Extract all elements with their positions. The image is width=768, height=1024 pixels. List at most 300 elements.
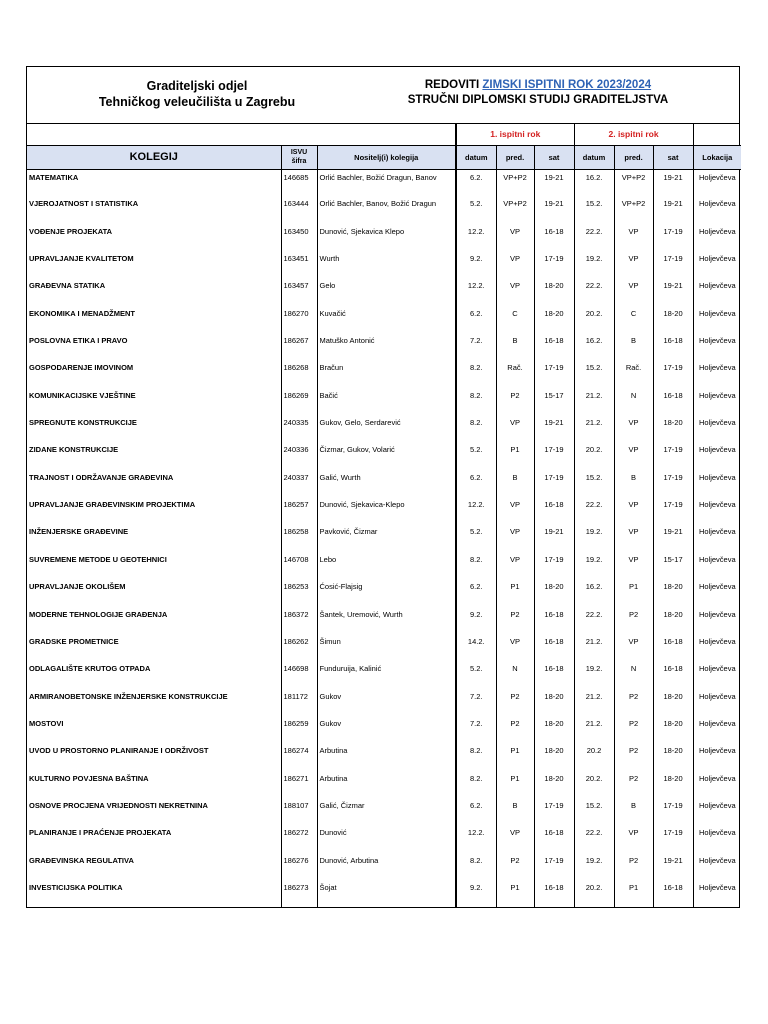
location: Holjevčeva (693, 880, 741, 907)
term1-time: 16-18 (534, 825, 574, 852)
course-holders: Šimun (317, 634, 456, 661)
course-name: GOSPODARENJE IMOVINOM (29, 363, 134, 373)
isvu-code: 186253 (281, 579, 317, 606)
table-row (27, 278, 741, 305)
term2-date: 16.2. (574, 579, 614, 606)
location: Holjevčeva (693, 470, 741, 497)
term2-room: VP (614, 278, 653, 305)
table-row (27, 689, 741, 716)
isvu-code: 186271 (281, 771, 317, 798)
term1-room: Rač. (496, 360, 534, 387)
term2-time: 18-20 (653, 607, 693, 634)
schedule-rows (27, 169, 741, 907)
term2-time: 16-18 (653, 880, 693, 907)
course-name: MATEMATIKA (29, 172, 79, 182)
col-date-1: datum (456, 145, 496, 169)
table-row (27, 579, 741, 606)
col-holders: Nositelj(i) kolegija (317, 145, 456, 169)
location: Holjevčeva (693, 169, 741, 196)
table-row (27, 360, 741, 387)
term1-date: 5.2. (456, 661, 496, 688)
isvu-code: 186258 (281, 524, 317, 551)
term1-room: P1 (496, 579, 534, 606)
table-row (27, 798, 741, 825)
term1-room: P2 (496, 689, 534, 716)
table-row (27, 552, 741, 579)
location: Holjevčeva (693, 196, 741, 223)
term2-date: 21.2. (574, 689, 614, 716)
isvu-code: 186269 (281, 388, 317, 415)
term2-date: 22.2. (574, 278, 614, 305)
term2-time: 18-20 (653, 716, 693, 743)
term1-time: 16-18 (534, 224, 574, 251)
course-holders: Galić, Wurth (317, 470, 456, 497)
term1-date: 6.2. (456, 798, 496, 825)
table-row (27, 415, 741, 442)
table-row (27, 524, 741, 551)
course-holders: Dunović (317, 825, 456, 852)
course-name: OSNOVE PROCJENA VRIJEDNOSTI NEKRETNINA (29, 800, 208, 810)
course-holders: Dunović, Sjekavica-Klepo (317, 497, 456, 524)
isvu-code: 186259 (281, 716, 317, 743)
term2-date: 20.2. (574, 442, 614, 469)
term1-room: VP (496, 634, 534, 661)
term1-date: 5.2. (456, 196, 496, 223)
table-row (27, 196, 741, 223)
col-pred-1: pred. (496, 145, 534, 169)
term1-time: 19-21 (534, 524, 574, 551)
term2-date: 21.2. (574, 716, 614, 743)
isvu-code: 188107 (281, 798, 317, 825)
term1-room: VP+P2 (496, 196, 534, 223)
term1-time: 17-19 (534, 442, 574, 469)
isvu-code: 240336 (281, 442, 317, 469)
table-row (27, 880, 741, 907)
term2-date: 19.2. (574, 552, 614, 579)
location: Holjevčeva (693, 251, 741, 278)
term2-time: 18-20 (653, 415, 693, 442)
course-name: SPREGNUTE KONSTRUKCIJE (29, 418, 137, 428)
term2-time: 17-19 (653, 224, 693, 251)
term1-room: VP (496, 825, 534, 852)
term1-date: 8.2. (456, 771, 496, 798)
term1-date: 9.2. (456, 880, 496, 907)
course-holders: Arbutina (317, 771, 456, 798)
location: Holjevčeva (693, 771, 741, 798)
table-row (27, 442, 741, 469)
term2-time: 17-19 (653, 798, 693, 825)
term1-date: 7.2. (456, 716, 496, 743)
course-name: UPRAVLJANJE KVALITETOM (29, 254, 134, 264)
term2-room: VP (614, 251, 653, 278)
location: Holjevčeva (693, 689, 741, 716)
term1-date: 8.2. (456, 360, 496, 387)
term2-room: P2 (614, 771, 653, 798)
course-name: VOĐENJE PROJEKATA (29, 226, 113, 236)
term1-date: 8.2. (456, 415, 496, 442)
course-holders: Gukov (317, 689, 456, 716)
course-name: EKONOMIKA I MENADŽMENT (29, 308, 135, 318)
isvu-code: 186272 (281, 825, 317, 852)
col-course: KOLEGIJ (27, 145, 281, 169)
table-row (27, 634, 741, 661)
term1-time: 18-20 (534, 743, 574, 770)
term2-time: 19-21 (653, 524, 693, 551)
term1-room: P1 (496, 880, 534, 907)
term2-time: 18-20 (653, 743, 693, 770)
location: Holjevčeva (693, 743, 741, 770)
term1-time: 16-18 (534, 880, 574, 907)
location: Holjevčeva (693, 798, 741, 825)
term1-date: 14.2. (456, 634, 496, 661)
table-row (27, 251, 741, 278)
isvu-code: 186276 (281, 853, 317, 880)
course-holders: Orlić Bachler, Banov, Božić Dragun (317, 196, 456, 223)
location: Holjevčeva (693, 224, 741, 251)
location: Holjevčeva (693, 716, 741, 743)
term2-room: VP (614, 825, 653, 852)
term1-time: 16-18 (534, 497, 574, 524)
term2-time: 17-19 (653, 360, 693, 387)
term1-room: B (496, 333, 534, 360)
term1-room: VP (496, 251, 534, 278)
term1-date: 7.2. (456, 333, 496, 360)
isvu-code: 186257 (281, 497, 317, 524)
term2-date: 20.2. (574, 306, 614, 333)
term2-room: VP+P2 (614, 196, 653, 223)
term2-date: 15.2. (574, 798, 614, 825)
term1-date: 8.2. (456, 388, 496, 415)
term1-room: P1 (496, 771, 534, 798)
programme-title (367, 78, 709, 108)
term1-room: VP (496, 552, 534, 579)
term1-time: 18-20 (534, 716, 574, 743)
isvu-code: 163450 (281, 224, 317, 251)
term1-time: 17-19 (534, 552, 574, 579)
course-name: INVESTICIJSKA POLITIKA (29, 882, 123, 892)
term1-room: VP (496, 524, 534, 551)
course-holders: Funduruija, Kalinić (317, 661, 456, 688)
term1-time: 17-19 (534, 470, 574, 497)
course-name: GRAĐEVNA STATIKA (29, 281, 106, 291)
term1-time: 19-21 (534, 415, 574, 442)
term2-time: 18-20 (653, 771, 693, 798)
term1-room: VP (496, 415, 534, 442)
course-name: KULTURNO POVJESNA BAŠTINA (29, 773, 149, 783)
table-row (27, 825, 741, 852)
term2-time: 17-19 (653, 825, 693, 852)
term1-room: VP (496, 278, 534, 305)
term2-room: N (614, 388, 653, 415)
term2-date: 19.2. (574, 524, 614, 551)
term2-time: 16-18 (653, 333, 693, 360)
course-name: GRAĐEVINSKA REGULATIVA (29, 855, 134, 865)
course-name: ARMIRANOBETONSKE INŽENJERSKE KONSTRUKCIJE (29, 691, 228, 701)
exam-term-link[interactable]: ZIMSKI ISPITNI ROK 2023/2024 (482, 79, 652, 91)
location: Holjevčeva (693, 442, 741, 469)
term2-time: 19-21 (653, 853, 693, 880)
table-row (27, 743, 741, 770)
term1-room: N (496, 661, 534, 688)
term2-date: 19.2. (574, 251, 614, 278)
term2-room: B (614, 470, 653, 497)
term2-date: 20.2. (574, 880, 614, 907)
table-row (27, 388, 741, 415)
term2-room: B (614, 333, 653, 360)
col-time-2: sat (653, 145, 693, 169)
course-name: TRAJNOST I ODRŽAVANJE GRAĐEVINA (29, 472, 174, 482)
term1-time: 19-21 (534, 169, 574, 196)
term1-room: B (496, 470, 534, 497)
term2-date: 22.2. (574, 224, 614, 251)
term2-time: 16-18 (653, 634, 693, 661)
course-holders: Gukov (317, 716, 456, 743)
term1-time: 16-18 (534, 607, 574, 634)
term1-date: 6.2. (456, 579, 496, 606)
col-location: Lokacija (693, 145, 741, 169)
course-holders: Bačić (317, 388, 456, 415)
term2-room: VP (614, 634, 653, 661)
term2-time: 18-20 (653, 689, 693, 716)
location: Holjevčeva (693, 278, 741, 305)
course-holders: Ćosić-Flajsig (317, 579, 456, 606)
term1-date: 12.2. (456, 278, 496, 305)
course-holders: Orlić Bachler, Božić Dragun, Banov (317, 169, 456, 196)
term2-date: 15.2. (574, 360, 614, 387)
col-date-2: datum (574, 145, 614, 169)
isvu-code: 146698 (281, 661, 317, 688)
col-isvu-line2: šifra (291, 158, 307, 165)
course-name: PLANIRANJE I PRAĆENJE PROJEKATA (29, 828, 172, 838)
term2-date: 16.2. (574, 333, 614, 360)
term1-date: 6.2. (456, 470, 496, 497)
term1-time: 18-20 (534, 689, 574, 716)
term1-time: 18-20 (534, 306, 574, 333)
term2-date: 20.2. (574, 771, 614, 798)
term2-date: 16.2. (574, 169, 614, 196)
term1-time: 16-18 (534, 634, 574, 661)
location: Holjevčeva (693, 552, 741, 579)
term1-time: 17-19 (534, 360, 574, 387)
term1-time: 19-21 (534, 196, 574, 223)
term1-date: 12.2. (456, 224, 496, 251)
term2-room: VP (614, 524, 653, 551)
isvu-code: 163457 (281, 278, 317, 305)
institution-line-1: Graditeljski odjel (146, 79, 248, 93)
table-row (27, 853, 741, 880)
term1-time: 17-19 (534, 798, 574, 825)
table-row (27, 306, 741, 333)
term2-date: 20.2 (574, 743, 614, 770)
course-name: ODLAGALIŠTE KRUTOG OTPADA (29, 664, 151, 674)
term1-time: 18-20 (534, 771, 574, 798)
term2-time: 18-20 (653, 579, 693, 606)
isvu-code: 186270 (281, 306, 317, 333)
term2-time: 17-19 (653, 470, 693, 497)
course-holders: Pavković, Čizmar (317, 524, 456, 551)
term2-time: 17-19 (653, 442, 693, 469)
table-row (27, 224, 741, 251)
isvu-code: 186267 (281, 333, 317, 360)
course-holders: Čizmar, Gukov, Volarić (317, 442, 456, 469)
second-term-label: 2. ispitni rok (574, 124, 693, 145)
course-name: VJEROJATNOST I STATISTIKA (29, 199, 139, 209)
term1-room: P2 (496, 607, 534, 634)
location: Holjevčeva (693, 497, 741, 524)
term2-time: 19-21 (653, 278, 693, 305)
term2-room: VP (614, 497, 653, 524)
course-holders: Dunović, Sjekavica Klepo (317, 224, 456, 251)
course-holders: Lebo (317, 552, 456, 579)
term2-time: 17-19 (653, 251, 693, 278)
term1-date: 5.2. (456, 524, 496, 551)
course-name: UPRAVLJANJE GRAĐEVINSKIM PROJEKTIMA (29, 500, 196, 510)
term1-date: 12.2. (456, 825, 496, 852)
location: Holjevčeva (693, 333, 741, 360)
isvu-code: 181172 (281, 689, 317, 716)
term2-time: 16-18 (653, 661, 693, 688)
term1-room: VP (496, 497, 534, 524)
location: Holjevčeva (693, 661, 741, 688)
term1-date: 8.2. (456, 552, 496, 579)
course-holders: Wurth (317, 251, 456, 278)
term2-room: P1 (614, 579, 653, 606)
term1-room: P2 (496, 853, 534, 880)
term2-room: C (614, 306, 653, 333)
table-row (27, 470, 741, 497)
location: Holjevčeva (693, 634, 741, 661)
term1-date: 12.2. (456, 497, 496, 524)
term2-room: Rač. (614, 360, 653, 387)
table-row (27, 661, 741, 688)
isvu-code: 240335 (281, 415, 317, 442)
term1-time: 18-20 (534, 278, 574, 305)
course-holders: Gukov, Gelo, Serdarević (317, 415, 456, 442)
isvu-code: 146708 (281, 552, 317, 579)
location: Holjevčeva (693, 360, 741, 387)
term1-room: C (496, 306, 534, 333)
sheet-header (27, 67, 739, 124)
isvu-code: 146685 (281, 169, 317, 196)
term2-time: 19-21 (653, 169, 693, 196)
term1-time: 15-17 (534, 388, 574, 415)
course-name: UPRAVLJANJE OKOLIŠEM (29, 582, 126, 592)
term1-room: VP+P2 (496, 169, 534, 196)
term1-time: 17-19 (534, 251, 574, 278)
term1-date: 9.2. (456, 607, 496, 634)
institution-line-2: Tehničkog veleučilišta u Zagrebu (98, 95, 296, 109)
term1-date: 6.2. (456, 306, 496, 333)
term2-room: B (614, 798, 653, 825)
term2-room: P2 (614, 853, 653, 880)
col-isvu (281, 145, 317, 169)
term1-date: 5.2. (456, 442, 496, 469)
location: Holjevčeva (693, 388, 741, 415)
exam-schedule-sheet (26, 66, 740, 908)
course-name: MODERNE TEHNOLOGIJE GRAĐENJA (29, 609, 168, 619)
term2-date: 22.2. (574, 607, 614, 634)
table-row (27, 607, 741, 634)
course-holders: Gelo (317, 278, 456, 305)
term2-date: 19.2. (574, 853, 614, 880)
term2-room: P2 (614, 716, 653, 743)
location: Holjevčeva (693, 607, 741, 634)
term2-date: 22.2. (574, 825, 614, 852)
column-header-row (27, 145, 741, 169)
term2-time: 16-18 (653, 388, 693, 415)
term2-time: 18-20 (653, 306, 693, 333)
course-holders: Bračun (317, 360, 456, 387)
term2-room: P1 (614, 880, 653, 907)
course-holders: Dunović, Arbutina (317, 853, 456, 880)
course-holders: Matuško Antonić (317, 333, 456, 360)
programme-line-2: STRUČNI DIPLOMSKI STUDIJ GRADITELJSTVA (407, 94, 669, 106)
col-time-1: sat (534, 145, 574, 169)
course-name: UVOD U PROSTORNO PLANIRANJE I ODRŽIVOST (29, 746, 209, 756)
term1-room: P1 (496, 442, 534, 469)
term1-time: 16-18 (534, 333, 574, 360)
table-row (27, 333, 741, 360)
term2-time: 19-21 (653, 196, 693, 223)
isvu-code: 186268 (281, 360, 317, 387)
term1-room: P2 (496, 716, 534, 743)
location: Holjevčeva (693, 579, 741, 606)
term2-room: VP+P2 (614, 169, 653, 196)
col-isvu-line1: ISVU (290, 149, 308, 156)
location: Holjevčeva (693, 415, 741, 442)
table-row (27, 716, 741, 743)
term1-room: P2 (496, 388, 534, 415)
term2-room: VP (614, 552, 653, 579)
course-name: ZIDANE KONSTRUKCIJE (29, 445, 119, 455)
isvu-code: 163444 (281, 196, 317, 223)
term2-room: P2 (614, 743, 653, 770)
course-holders: Šantek, Uremović, Wurth (317, 607, 456, 634)
course-name: GRADSKE PROMETNICE (29, 636, 119, 646)
course-name: KOMUNIKACIJSKE VJEŠTINE (29, 390, 136, 400)
term1-date: 8.2. (456, 743, 496, 770)
term2-date: 19.2. (574, 661, 614, 688)
isvu-code: 163451 (281, 251, 317, 278)
term2-date: 15.2. (574, 470, 614, 497)
term1-date: 6.2. (456, 169, 496, 196)
term1-date: 7.2. (456, 689, 496, 716)
col-pred-2: pred. (614, 145, 653, 169)
schedule-table (27, 124, 741, 907)
location: Holjevčeva (693, 306, 741, 333)
course-holders: Arbutina (317, 743, 456, 770)
location: Holjevčeva (693, 524, 741, 551)
table-row (27, 497, 741, 524)
course-holders: Galić, Čizmar (317, 798, 456, 825)
location: Holjevčeva (693, 825, 741, 852)
term2-room: VP (614, 415, 653, 442)
term1-date: 9.2. (456, 251, 496, 278)
location: Holjevčeva (693, 853, 741, 880)
term2-date: 21.2. (574, 388, 614, 415)
term2-room: N (614, 661, 653, 688)
term1-room: P1 (496, 743, 534, 770)
isvu-code: 186262 (281, 634, 317, 661)
term2-room: P2 (614, 607, 653, 634)
first-term-label: 1. ispitni rok (456, 124, 574, 145)
term2-date: 21.2. (574, 634, 614, 661)
term1-room: B (496, 798, 534, 825)
term1-room: VP (496, 224, 534, 251)
course-name: POSLOVNA ETIKA I PRAVO (29, 336, 128, 346)
institution-name (27, 78, 367, 110)
isvu-code: 186372 (281, 607, 317, 634)
